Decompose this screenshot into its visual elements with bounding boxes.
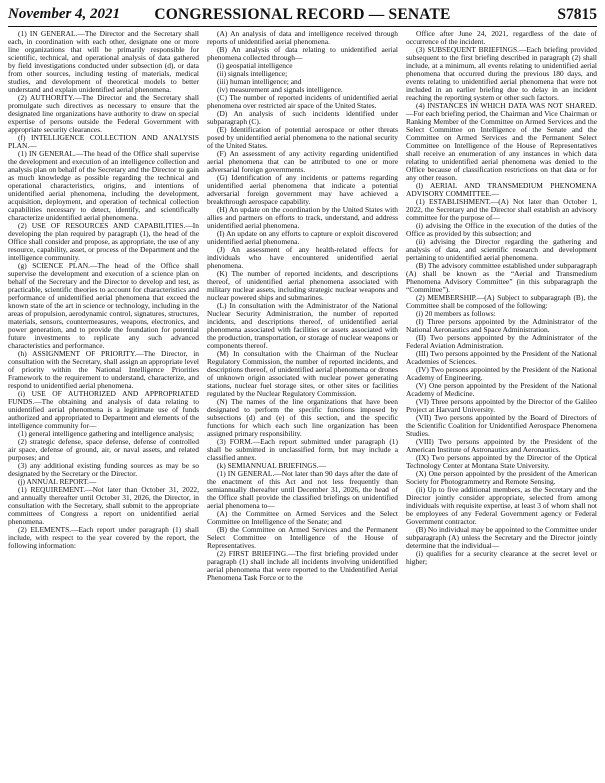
paragraph: (D) An analysis of such incidents identified under subparagraph (C).	[207, 109, 398, 126]
header-page-number: S7815	[557, 6, 597, 23]
paragraph: (2) ELEMENTS.—Each report under paragraph (1) shall include, with respect to the year covered by the report, the following information:	[8, 525, 199, 550]
paragraph: (i) geospatial intelligence	[217, 61, 293, 70]
paragraph: (f) INTELLIGENCE COLLECTION AND ANALYSIS PLAN.—	[8, 133, 199, 150]
paragraph: (B) the Committee on Armed Services and the Permanent Select Committee on Intelligence of the House of Representatives.	[207, 525, 398, 550]
paragraph: (2) strategic defense, space defense, defense of controlled air space, defense of ground, air, or naval assets, and related purposes; and	[8, 437, 199, 462]
paragraph: (4) INSTANCES IN WHICH DATA WAS NOT SHARED.—For each briefing period, the Chairman and Vice Chairman or Ranking Member of the Committee on Armed Services and the Select Committee on Intelligence of the Senate and the Committee on Armed Services and the Permanent Select Committee on Intelligence of the House of Representatives shall receive an enumeration of any instances in which data relating to unidentified aerial phenomena was denied to the Office because of classification restrictions on that data or for any other reason.	[406, 101, 597, 182]
paragraph: (iv) measurement and signals intelligence.	[217, 85, 343, 94]
paragraph: (III) Two persons appointed by the President of the National Academies of Sciences.	[406, 349, 597, 366]
paragraph: (B) The advisory committee established under subparagraph (A) shall be known as the “Aerial and Transmedium Phenomena Advisory Committee” (in this subparagraph the “Committee”).	[406, 261, 597, 294]
paragraph: (ii) advising the Director regarding the gathering and analysis of data, and scientific research and development pertaining to unidentified aerial phenomena.	[406, 237, 597, 262]
paragraph: (3) SUBSEQUENT BRIEFINGS.—Each briefing provided subsequent to the first briefing described in paragraph (2) shall include, at a minimum, all events relating to unidentified aerial phenomena that occurred during the previous 180 days, and events relating to unidentified aerial phenomena that were not included in an earlier briefing due to delay in an incident reaching the reporting system or other such factors.	[406, 45, 597, 102]
paragraph: (i) advising the Office in the execution of the duties of the Office as provided by this subsection; and	[406, 221, 597, 238]
paragraph: (C) The number of reported incidents of unidentified aerial phenomena over restricted air space of the United States.	[207, 93, 398, 110]
text-column-right	[406, 30, 597, 778]
paragraph: (iii) human intelligence; and	[217, 77, 302, 86]
text-columns	[8, 30, 597, 778]
paragraph: (3) FORM.—Each report submitted under paragraph (1) shall be submitted in unclassified form, but may include a classified annex.	[207, 437, 398, 462]
paragraph: (2) MEMBERSHIP.—(A) Subject to subparagraph (B), the Committee shall be composed of the following:	[406, 293, 597, 310]
paragraph: (VII) Two persons appointed by the Board of Directors of the Scientific Coalition for Unidentified Aerospace Phenomena Studies.	[406, 413, 597, 438]
paragraph: (X) One person appointed by the president of the American Society for Photogrammetry and Remote Sensing.	[406, 469, 597, 486]
paragraph: (M) In consultation with the Chairman of the Nuclear Regulatory Commission, the number of reported incidents, and descriptions thereof, of unidentified aerial phenomena or drones of unknown origin associated with nuclear power generating stations, nuclear fuel storage sites, or other sites or facilities regulated by the Nuclear Regulatory Commission.	[207, 349, 398, 398]
header-title: CONGRESSIONAL RECORD — SENATE	[154, 6, 451, 23]
paragraph: (L) In consultation with the Administrator of the National Nuclear Security Administration, the number of reported incidents, and descriptions thereof, of unidentified aerial phenomena associated with facilities or assets associated with the production, transportation, or storage of nuclear weapons or components thereof.	[207, 301, 398, 350]
paragraph: Office after June 24, 2021, regardless of the date of occurrence of the incident.	[406, 30, 597, 46]
header-rule	[8, 26, 597, 27]
paragraph: (i) USE OF AUTHORIZED AND APPROPRIATED FUNDS.—The obtaining and analysis of data relating to unidentified aerial phenomena is a legitimate use of funds authorized and appropriated to Department and elements of the intelligence community for—	[8, 389, 199, 430]
paragraph: (B) No individual may be appointed to the Committee under subparagraph (A) unless the Secretary and the Director jointly determine that the individual—	[406, 525, 597, 550]
paragraph: (G) Identification of any incidents or patterns regarding unidentified aerial phenomena that indicate a potential adversarial foreign government may have achieved a breakthrough aerospace capability.	[207, 173, 398, 206]
paragraph: (I) Three persons appointed by the Administrator of the National Aeronautics and Space Administration.	[406, 317, 597, 334]
paragraph: (k) SEMIANNUAL BRIEFINGS.—	[217, 461, 327, 470]
paragraph: (I) An update on any efforts to capture or exploit discovered unidentified aerial phenomena.	[207, 229, 398, 246]
paragraph: (K) The number of reported incidents, and descriptions thereof, of unidentified aerial phenomena associated with military nuclear assets, including strategic nuclear weapons and nuclear powered ships and submarines.	[207, 269, 398, 302]
paragraph: (IV) Two persons appointed by the President of the National Academy of Engineering.	[406, 365, 597, 382]
paragraph: (g) SCIENCE PLAN.—The head of the Office shall supervise the development and execution of a science plan on behalf of the Secretary and the Director to develop and test, as practicable, scientific theories to account for characteristics and performance of unidentified aerial phenomena that exceed the known state of the art in science or technology, including in the areas of propulsion, aerodynamic control, signatures, structures, materials, sensors, countermeasures, weapons, electronics, and power generation, and to provide the foundation for potential future investments to replicate any such advanced characteristics and performance.	[8, 261, 199, 350]
paragraph: (A) the Committee on Armed Services and the Select Committee on Intelligence of the Senate; and	[207, 509, 398, 526]
paragraph: (A) An analysis of data and intelligence received through reports of unidentified aerial phenomena.	[207, 30, 398, 46]
paragraph: (J) An assessment of any health-related effects for individuals who have encountered unidentified aerial phenomena.	[207, 245, 398, 270]
paragraph: (2) AUTHORITY.—The Director and the Secretary shall promulgate such directives as necessary to ensure that the designated line organizations have authority to draw on special expertise of persons outside the Federal Government with appropriate security clearances.	[8, 93, 199, 134]
paragraph: (II) Two persons appointed by the Administrator of the Federal Aviation Administration.	[406, 333, 597, 350]
paragraph: (F) An assessment of any activity regarding unidentified aerial phenomena that can be attributed to one or more adversarial foreign governments.	[207, 149, 398, 174]
paragraph: (i) qualifies for a security clearance at the secret level or higher;	[406, 549, 597, 566]
paragraph: (H) An update on the coordination by the United States with allies and partners on efforts to track, understand, and address unidentified aerial phenomena.	[207, 205, 398, 230]
paragraph: (2) USE OF RESOURCES AND CAPABILITIES.—In developing the plan required by paragraph (1), the head of the Office shall consider and propose, as appropriate, the use of any resource, capability, asset, or process of the Department and the intelligence community.	[8, 221, 199, 262]
paragraph: (VI) Three persons appointed by the Director of the Galileo Project at Harvard University.	[406, 397, 597, 414]
paragraph: (V) One person appointed by the President of the National Academy of Medicine.	[406, 381, 597, 398]
paragraph: (1) REQUIREMENT.—Not later than October 31, 2022, and annually thereafter until October 31, 2026, the Director, in consultation with the Secretary, shall submit to the appropriate committees of Congress a report on unidentified aerial phenomena.	[8, 485, 199, 526]
paragraph: (h) ASSIGNMENT OF PRIORITY.—The Director, in consultation with the Secretary, shall assign an appropriate level of priority within the National Intelligence Priorities Framework to the requirement to understand, characterize, and respond to unidentified aerial phenomena.	[8, 349, 199, 390]
paragraph: (1) general intelligence gathering and intelligence analysis;	[18, 429, 194, 438]
paragraph: (B) An analysis of data relating to unidentified aerial phenomena collected through—	[207, 45, 398, 62]
paragraph: (N) The names of the line organizations that have been designated to perform the specific functions imposed by subsections (d) and (e) of this section, and the specific functions for which each such line organization has been assigned primary responsibility.	[207, 397, 398, 438]
paragraph: (1) ESTABLISHMENT.—(A) Not later than October 1, 2022, the Secretary and the Director shall establish an advisory committee for the purpose of—	[406, 197, 597, 222]
paragraph: (1) IN GENERAL.—The Director and the Secretary shall each, in coordination with each other, designate one or more line organizations that will be primarily responsible for scientific, technical, and operational analysis of data gathered by field investigations conducted under subsection (d), or data from other sources, including testing of materials, medical studies, and development of theoretical models to better understand and explain unidentified aerial phenomena.	[8, 30, 199, 94]
page-header	[8, 6, 597, 28]
text-column-middle	[207, 30, 398, 778]
paragraph: (VIII) Two persons appointed by the President of the American Institute of Astronautics and Aeronautics.	[406, 437, 597, 454]
paragraph: (j) ANNUAL REPORT.—	[18, 477, 97, 486]
paragraph: (i) 20 members as follows:	[416, 309, 496, 318]
paragraph: (E) Identification of potential aerospace or other threats posed by unidentified aerial phenomena to the national security of the United States.	[207, 125, 398, 150]
text-column-left	[8, 30, 199, 778]
paragraph: (ii) Up to five additional members, as the Secretary and the Director jointly consider appropriate, selected from among individuals with requisite expertise, at least 3 of whom shall not be employees of any Federal Government agency or Federal Government contractor.	[406, 485, 597, 526]
paragraph: (IX) Two persons appointed by the Director of the Optical Technology Center at Montana State University.	[406, 453, 597, 470]
paragraph: (1) IN GENERAL.—The head of the Office shall supervise the development and execution of an intelligence collection and analysis plan on behalf of the Secretary and the Director to gain as much knowledge as possible regarding the technical and operational characteristics, origins, and intentions of unidentified aerial phenomena, including the development, acquisition, deployment, and operation of technical collection capabilities necessary to detect, identify, and scientifically characterize unidentified aerial phenomena.	[8, 149, 199, 222]
paragraph: (l) AERIAL AND TRANSMEDIUM PHENOMENA ADVISORY COMMITTEE.—	[406, 181, 597, 198]
header-date: November 4, 2021	[8, 6, 121, 22]
paragraph: (2) FIRST BRIEFING.—The first briefing provided under paragraph (1) shall include all incidents involving unidentified aerial phenomena that were reported to the Unidentified Aerial Phenomena Task Force or to the	[207, 549, 398, 582]
paragraph: (ii) signals intelligence;	[217, 69, 288, 78]
paragraph: (3) any additional existing funding sources as may be so designated by the Secretary or the Director.	[8, 461, 199, 478]
paragraph: (1) IN GENERAL.—Not later than 90 days after the date of the enactment of this Act and not less frequently than semiannually thereafter until December 31, 2026, the head of the Office shall provide the classified briefings on unidentified aerial phenomena to—	[207, 469, 398, 510]
